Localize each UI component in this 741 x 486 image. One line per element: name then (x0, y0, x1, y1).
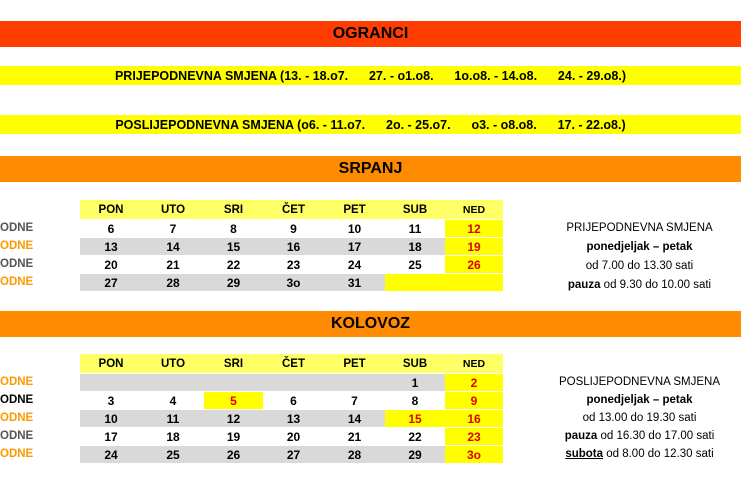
calendar-day-cell: 4 (169, 393, 177, 408)
srpanj-info-hours: od 7.00 do 13.30 sati (585, 260, 694, 272)
calendar-day-cell: 17 (324, 238, 385, 255)
srpanj-heading: SRPANJ (0, 156, 741, 182)
calendar-day-cell: 31 (324, 274, 385, 291)
calendar-day-cell: 11 (408, 221, 422, 236)
calendar-day-cell: 3 (107, 393, 115, 408)
calendar-day-cell: 20 (104, 257, 118, 272)
day-header-6: NED (445, 354, 503, 373)
calendar-day-cell: 16 (445, 410, 503, 427)
day-header-4: PET (324, 354, 385, 373)
saturday-time: od 8.00 do 12.30 sati (603, 448, 714, 460)
calendar-day-cell: 18 (385, 238, 445, 255)
calendar-day-cell: 27 (263, 446, 324, 463)
day-header-5: SUB (385, 200, 445, 219)
calendar-day-cell: 11 (142, 410, 204, 427)
day-header-1: UTO (142, 354, 204, 373)
afternoon-shift-periods: POSLIJEPODNEVNA SMJENA (o6. - 11.o7. 2o. - 25.o7. o3. - o8.o8. 17. - 22.o8.) (0, 115, 741, 134)
kolovoz-info-days: ponedjeljak – petak (586, 394, 693, 406)
calendar-day-cell: 5 (204, 392, 263, 409)
calendar-day-cell: 29 (385, 446, 445, 463)
srpanj-info-days: ponedjeljak – petak (586, 241, 693, 253)
calendar-day-cell: 22 (226, 257, 241, 272)
calendar-day-cell: 28 (142, 274, 204, 291)
calendar-day-cell (204, 374, 263, 391)
calendar-day-cell (263, 374, 324, 391)
shift-row-label: ODNE (0, 240, 34, 252)
calendar-day-cell: 27 (80, 274, 142, 291)
calendar-day-cell: 7 (351, 393, 358, 408)
calendar-day-cell: 3o (445, 446, 503, 463)
calendar-day-cell: 15 (385, 410, 445, 427)
day-header-0: PON (80, 354, 142, 373)
ogranci-heading: OGRANCI (0, 21, 741, 47)
calendar-day-cell: 23 (445, 428, 503, 445)
shift-row-label: ODNE (0, 276, 34, 288)
calendar-day-cell (142, 374, 204, 391)
calendar-day-cell: 10 (347, 221, 362, 236)
calendar-day-cell: 19 (226, 429, 241, 444)
calendar-day-cell: 12 (445, 220, 503, 237)
calendar-day-cell: 6 (107, 221, 115, 236)
shift-row-label: ODNE (0, 412, 34, 424)
kolovoz-info-shift: POSLIJEPODNEVNA SMJENA (558, 376, 721, 388)
day-header-2: SRI (204, 354, 263, 373)
calendar-day-cell: 8 (230, 221, 237, 236)
calendar-day-cell: 14 (142, 238, 204, 255)
calendar-day-cell: 6 (290, 393, 297, 408)
calendar-day-cell: 14 (324, 410, 385, 427)
calendar-day-cell: 15 (204, 238, 263, 255)
calendar-day-cell: 24 (80, 446, 142, 463)
shift-row-label: ODNE (0, 394, 34, 406)
srpanj-info-pause (538, 276, 741, 294)
morning-shift-periods: PRIJEPODNEVNA SMJENA (13. - 18.o7. 27. - o1.o8. 1o.o8. - 14.o8. 24. - 29.o8.) (0, 66, 741, 85)
shift-row-label: ODNE (0, 258, 34, 270)
calendar-day-cell: 26 (204, 446, 263, 463)
calendar-day-cell: 1 (385, 374, 445, 391)
calendar-day-cell: 17 (104, 429, 118, 444)
calendar-day-cell: 2 (445, 374, 503, 391)
shift-row-label: ODNE (0, 430, 34, 442)
day-header-6: NED (445, 200, 503, 219)
calendar-day-cell (385, 274, 445, 291)
calendar-day-cell: 12 (204, 410, 263, 427)
calendar-day-cell: 19 (445, 238, 503, 255)
calendar-day-cell: 9 (445, 392, 503, 409)
day-header-5: SUB (385, 354, 445, 373)
day-header-1: UTO (142, 200, 204, 219)
calendar-day-cell: 25 (142, 446, 204, 463)
calendar-day-cell: 28 (324, 446, 385, 463)
day-header-2: SRI (204, 200, 263, 219)
calendar-day-cell: 20 (286, 429, 301, 444)
srpanj-info-shift: PRIJEPODNEVNA SMJENA (566, 222, 713, 234)
shift-row-label: ODNE (0, 222, 34, 234)
calendar-day-cell: 21 (166, 257, 180, 272)
calendar-day-cell (80, 374, 142, 391)
calendar-day-cell: 3o (263, 274, 324, 291)
pause-time: od 9.30 do 10.00 sati (600, 279, 712, 291)
kolovoz-info-saturday (538, 445, 741, 463)
calendar-day-cell: 25 (408, 257, 422, 272)
calendar-day-cell: 22 (408, 429, 422, 444)
calendar-day-cell: 10 (80, 410, 142, 427)
day-header-3: ČET (263, 200, 324, 219)
kolovoz-info-pause (538, 427, 741, 445)
calendar-day-cell: 13 (80, 238, 142, 255)
calendar-day-cell: 23 (286, 257, 301, 272)
calendar-day-cell: 18 (166, 429, 180, 444)
pause-time: od 16.30 do 17.00 sati (597, 430, 715, 442)
day-header-3: ČET (263, 354, 324, 373)
pause-label: pauza (567, 279, 601, 291)
calendar-day-cell: 9 (290, 221, 297, 236)
calendar-day-cell: 26 (445, 256, 503, 273)
shift-row-label: ODNE (0, 448, 34, 460)
calendar-day-cell: 24 (347, 257, 362, 272)
calendar-day-cell (324, 374, 385, 391)
kolovoz-info-hours: od 13.00 do 19.30 sati (582, 412, 697, 424)
calendar-day-cell: 8 (411, 393, 419, 408)
shift-row-label: ODNE (0, 376, 34, 388)
pause-label: pauza (564, 430, 598, 442)
saturday-label: subota (565, 448, 604, 460)
calendar-day-cell (445, 274, 503, 291)
kolovoz-heading: KOLOVOZ (0, 311, 741, 337)
calendar-day-cell: 16 (263, 238, 324, 255)
day-header-0: PON (80, 200, 142, 219)
calendar-day-cell: 7 (169, 221, 177, 236)
calendar-day-cell: 29 (204, 274, 263, 291)
calendar-day-cell: 13 (263, 410, 324, 427)
calendar-day-cell: 21 (347, 429, 362, 444)
day-header-4: PET (324, 200, 385, 219)
